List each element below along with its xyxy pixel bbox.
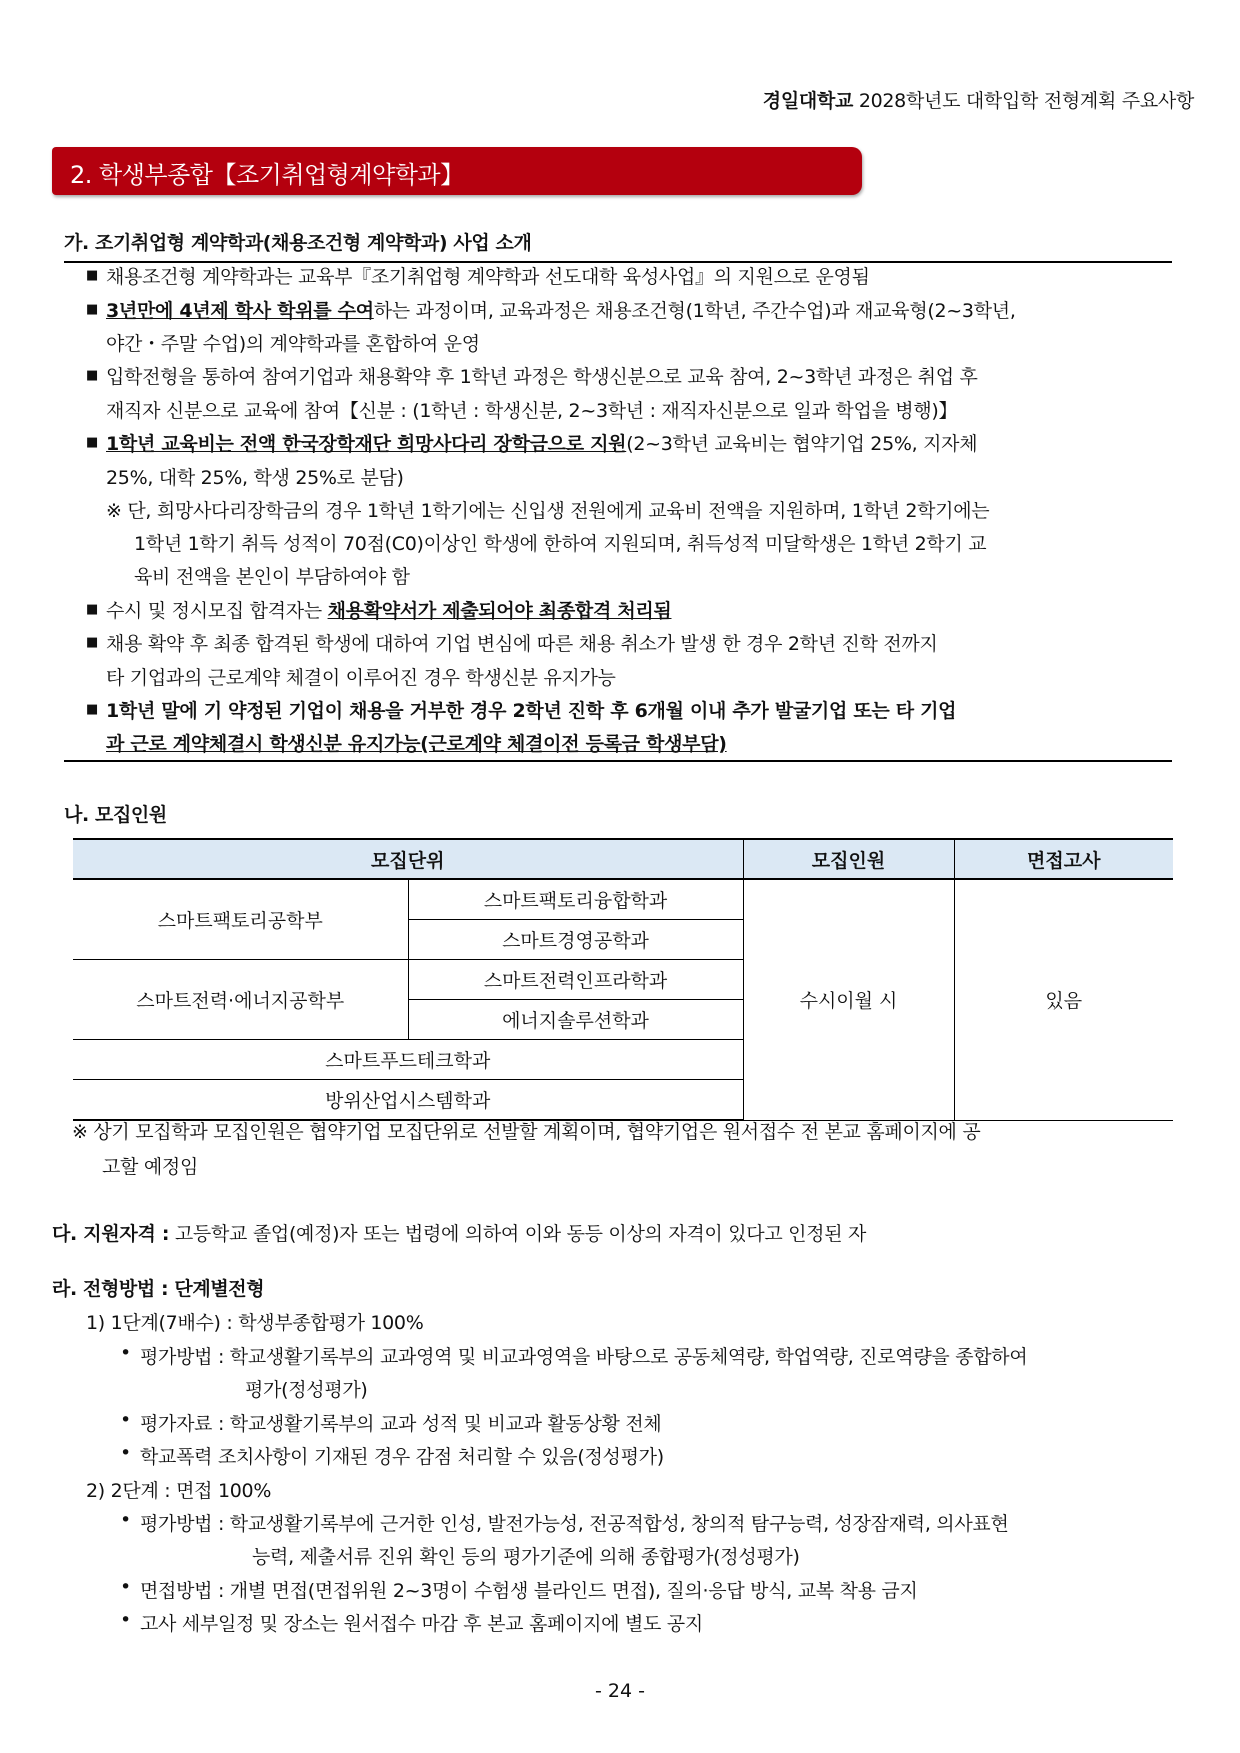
stage-2-title: 2) 2단계 : 면접 100% xyxy=(86,1480,272,1502)
bullet-marker: ■ xyxy=(86,702,99,717)
intro-bullet-4 xyxy=(106,429,977,456)
stage-2-interview-method: 면접방법 : 개별 면접(면접위원 2~3명이 수험생 블라인드 면접), 질의·응답 방식, 교복 착용 금지 xyxy=(140,1580,918,1602)
dept-cell: 방위산업시스템학과 xyxy=(73,1080,743,1121)
header-unit: 모집단위 xyxy=(73,839,743,879)
bullet-dot: • xyxy=(120,1342,131,1364)
bullet-marker: ■ xyxy=(86,268,99,283)
intro-bullet-3-cont: 재직자 신분으로 교육에 참여【신분 : (1학년 : 학생신분, 2~3학년 : 재직자신분으로 일과 학업을 병행)】 xyxy=(106,400,958,422)
banner-title: 2. 학생부종합【조기취업형계약학과】 xyxy=(70,161,464,189)
dept-cell: 스마트팩토리융합학과 xyxy=(408,879,743,920)
stage-2-schedule: 고사 세부일정 및 장소는 원서접수 마감 후 본교 홈페이지에 별도 공지 xyxy=(140,1613,703,1635)
dept-cell: 에너지솔루션학과 xyxy=(408,1000,743,1040)
intro-note-1: ※ 단, 희망사다리장학금의 경우 1학년 1학기에는 신입생 전원에게 교육비 전액을 지원하며, 1학년 2학기에는 xyxy=(106,500,990,522)
stage-1-method-cont: 평가(정성평가) xyxy=(245,1379,368,1401)
intro-bullet-2-emphasis: 3년만에 4년제 학사 학위를 수여 xyxy=(106,300,374,322)
stage-1-materials: 평가자료 : 학교생활기록부의 교과 성적 및 비교과 활동상황 전체 xyxy=(140,1413,662,1435)
intro-bullet-5-emphasis: 채용확약서가 제출되어야 최종합격 처리됨 xyxy=(327,600,672,622)
section-da-title: 다. 지원자격 : xyxy=(52,1223,170,1245)
intro-bullet-4-rest: (2~3학년 교육비는 협약기업 25%, 지자체 xyxy=(626,433,978,455)
section-banner xyxy=(52,147,862,195)
intro-bullet-1: 채용조건형 계약학과는 교육부『조기취업형 계약학과 선도대학 육성사업』의 지원으로 운영됨 xyxy=(106,266,870,288)
bullet-marker: ■ xyxy=(86,435,99,450)
section-na-title: 나. 모집인원 xyxy=(64,804,167,826)
bullet-dot: • xyxy=(120,1442,131,1464)
section-da-text: 고등학교 졸업(예정)자 또는 법령에 의하여 이와 동등 이상의 자격이 있다고 인정된 자 xyxy=(174,1223,867,1245)
intro-bullet-6: 채용 확약 후 최종 합격된 학생에 대하여 기업 변심에 따른 채용 취소가 발생 한 경우 2학년 진학 전까지 xyxy=(106,633,938,655)
dept-cell: 스마트전력인프라학과 xyxy=(408,960,743,1000)
page-header xyxy=(763,86,1194,113)
bullet-marker: ■ xyxy=(86,635,99,650)
intro-bullet-7-cont: 과 근로 계약체결시 학생신분 유지가능(근로계약 체결이전 등록금 학생부담) xyxy=(106,733,727,755)
intro-bullet-5-pre: 수시 및 정시모집 합격자는 xyxy=(106,600,328,622)
intro-note-3: 육비 전액을 본인이 부담하여야 함 xyxy=(134,566,410,588)
page-number: - 24 - xyxy=(595,1680,645,1702)
intro-bullet-4-emphasis: 1학년 교육비는 전액 한국장학재단 희망사다리 장학금으로 지원 xyxy=(106,433,627,455)
header-quota: 모집인원 xyxy=(743,839,954,879)
header-university: 경일대학교 xyxy=(762,90,854,112)
bullet-dot: • xyxy=(120,1609,131,1631)
division-1: 스마트팩토리공학부 xyxy=(73,879,408,960)
interview-cell: 있음 xyxy=(954,879,1173,1120)
intro-note-2: 1학년 1학기 취득 성적이 70점(C0)이상인 학생에 한하여 지원되며, 취득성적 미달학생은 1학년 2학기 교 xyxy=(134,533,987,555)
bullet-marker: ■ xyxy=(86,302,99,317)
dept-cell: 스마트경영공학과 xyxy=(408,920,743,960)
table-note-1: ※ 상기 모집학과 모집인원은 협약기업 모집단위로 선발할 계획이며, 협약기업은 원서접수 전 본교 홈페이지에 공 xyxy=(72,1121,981,1143)
bullet-dot: • xyxy=(120,1409,131,1431)
section-ga-title: 가. 조기취업형 계약학과(채용조건형 계약학과) 사업 소개 xyxy=(64,232,532,254)
bullet-dot: • xyxy=(120,1509,131,1531)
intro-bullet-2-cont: 야간・주말 수업)의 계약학과를 혼합하여 운영 xyxy=(106,333,480,355)
table-row xyxy=(73,879,1173,920)
stage-1-method: 평가방법 : 학교생활기록부의 교과영역 및 비교과영역을 바탕으로 공동체역량, 학업역량, 진로역량을 종합하여 xyxy=(140,1346,1028,1368)
stage-1-violence: 학교폭력 조치사항이 기재된 경우 감점 처리할 수 있음(정성평가) xyxy=(140,1446,664,1468)
bullet-dot: • xyxy=(120,1576,131,1598)
intro-bullet-6-cont: 타 기업과의 근로계약 체결이 이루어진 경우 학생신분 유지가능 xyxy=(106,667,616,689)
intro-bullet-2-rest: 하는 과정이며, 교육과정은 채용조건형(1학년, 주간수업)과 재교육형(2~3학년, xyxy=(373,300,1016,322)
header-title: 2028학년도 대학입학 전형계획 주요사항 xyxy=(858,90,1194,112)
intro-bullet-5 xyxy=(106,596,671,623)
table-note-2: 고할 예정임 xyxy=(102,1156,199,1178)
table-header-row xyxy=(73,839,1173,879)
intro-bullet-7: 1학년 말에 기 약정된 기업이 채용을 거부한 경우 2학년 진학 후 6개월 이내 추가 발굴기업 또는 타 기업 xyxy=(106,700,957,722)
quota-cell: 수시이월 시 xyxy=(743,879,954,1120)
section-da xyxy=(52,1219,866,1246)
recruitment-table xyxy=(73,838,1173,1121)
intro-bullet-2 xyxy=(106,296,1016,323)
bullet-marker: ■ xyxy=(86,368,99,383)
dept-cell: 스마트푸드테크학과 xyxy=(73,1040,743,1080)
bullet-marker: ■ xyxy=(86,602,99,617)
stage-1-title: 1) 1단계(7배수) : 학생부종합평가 100% xyxy=(86,1312,424,1334)
stage-2-method-cont: 능력, 제출서류 진위 확인 등의 평가기준에 의해 종합평가(정성평가) xyxy=(252,1546,800,1568)
stage-2-method: 평가방법 : 학교생활기록부에 근거한 인성, 발전가능성, 전공적합성, 창의적 탐구능력, 성장잠재력, 의사표현 xyxy=(140,1513,1009,1535)
intro-bullet-3: 입학전형을 통하여 참여기업과 채용확약 후 1학년 과정은 학생신분으로 교육 참여, 2~3학년 과정은 취업 후 xyxy=(106,366,978,388)
header-interview: 면접고사 xyxy=(954,839,1173,879)
intro-bullet-4-cont: 25%, 대학 25%, 학생 25%로 분담) xyxy=(106,467,404,489)
section-ra-title: 라. 전형방법 : 단계별전형 xyxy=(52,1278,265,1300)
division-2: 스마트전력·에너지공학부 xyxy=(73,960,408,1040)
